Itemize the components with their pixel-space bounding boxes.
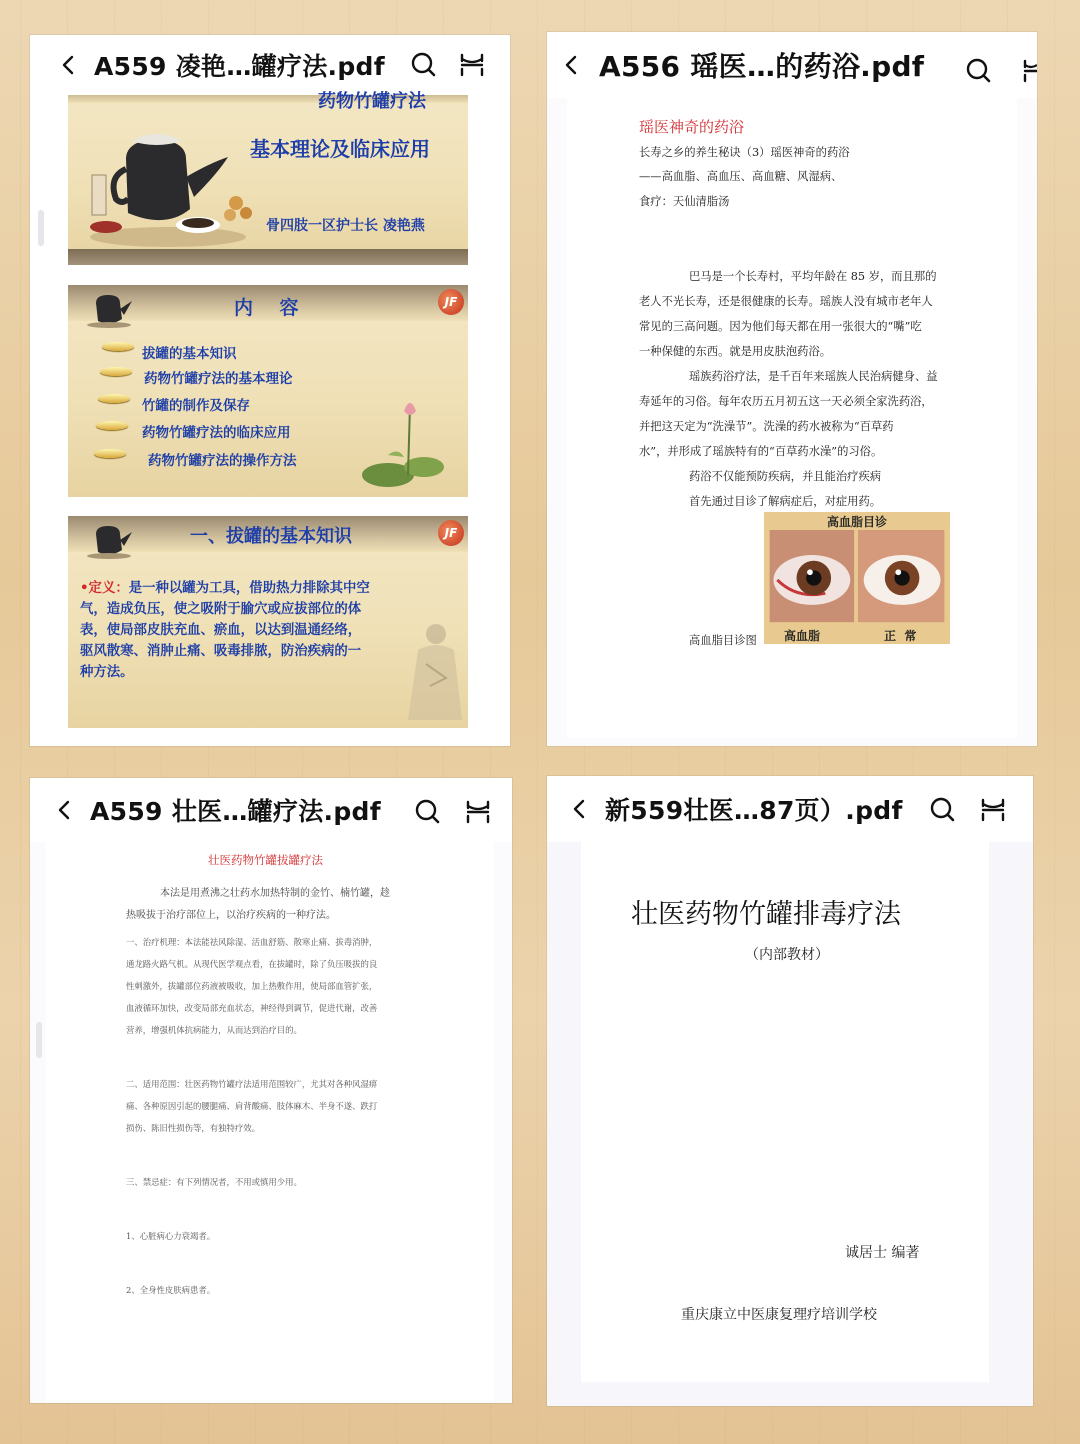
doc-subtitle: （内部教材）: [745, 947, 829, 963]
doc-line: 损伤、陈旧性损伤等，有独特疗效。: [126, 1123, 260, 1133]
doc-line: 营养，增强机体抗病能力，从而达到治疗目的。: [126, 1025, 302, 1035]
page-scroll-handle[interactable]: [38, 210, 44, 246]
doc-organization: 重庆康立中医康复理疗培训学校: [681, 1307, 877, 1323]
figure-caption: 高血脂目诊图: [689, 634, 757, 647]
bookmark-tool-icon[interactable]: [979, 796, 1007, 824]
doc-author: 诚居士 编著: [845, 1245, 920, 1261]
pdf-panel-2: [547, 32, 1037, 746]
document-title: A556 瑶医…的药浴.pdf: [599, 50, 925, 83]
page-scroll-handle[interactable]: [36, 1022, 42, 1058]
doc-paragraph-line: 瑶族药浴疗法，是千百年来瑶族人民治病健身、益: [689, 370, 938, 383]
teapot-illustration: [86, 119, 256, 249]
search-icon[interactable]: [965, 57, 993, 85]
doc-paragraph-line: 寿延年的习俗。每年农历五月初五这一天必须全家洗药浴，: [639, 395, 933, 408]
title-bar: [30, 35, 510, 95]
slide-top-partial-title: 药物竹罐疗法: [318, 91, 426, 112]
doc-paragraph-line: 老人不光长寿，还是很健康的长寿。瑶族人没有城市老年人: [639, 295, 933, 308]
pdf-page: [581, 842, 989, 1382]
contents-item: 药物竹罐疗法的操作方法: [148, 453, 297, 469]
doc-subline: ——高血脂、高血压、高血糖、风湿病、: [639, 170, 843, 183]
doc-line: 一、治疗机理：本法能祛风除湿、活血舒筋、散寒止痛、拔毒消肿，: [126, 937, 378, 947]
document-title: A559 壮医…罐疗法.pdf: [90, 797, 381, 826]
pdf-panel-1: [30, 35, 510, 746]
doc-line: 2、全身性皮肤病患者。: [126, 1285, 216, 1295]
title-bar: [547, 32, 1037, 98]
doc-line: 1、心脏病心力衰竭者。: [126, 1231, 216, 1241]
doc-line: 血液循环加快，改变局部充血状态，神经得到调节，促进代谢，改善: [126, 1003, 378, 1013]
pdf-page: [46, 842, 494, 1403]
doc-subline: 长寿之乡的养生秘诀（3）瑶医神奇的药浴: [639, 146, 850, 159]
slide-cover: [68, 91, 468, 265]
bookmark-tool-icon[interactable]: [464, 798, 492, 826]
doc-subline: 食疗：天仙清脂汤: [639, 195, 730, 208]
scholar-illustration: [400, 616, 470, 726]
contents-item: 药物竹罐疗法的临床应用: [142, 425, 291, 441]
search-icon[interactable]: [414, 798, 442, 826]
doc-line: 痛、各种原因引起的腰腿痛、肩背酸痛、肢体麻木、半身不遂、跌打: [126, 1101, 378, 1111]
doc-heading: 瑶医神奇的药浴: [639, 118, 745, 136]
doc-paragraph-line: 首先通过目诊了解病症后，对症用药。: [689, 495, 882, 508]
doc-paragraph-line: 巴马是一个长寿村，平均年龄在 85 岁，而且那的: [689, 270, 937, 283]
doc-line: 三、禁忌症：有下列情况者，不用或慎用少用。: [126, 1177, 302, 1187]
contents-item: 竹罐的制作及保存: [142, 398, 250, 414]
teapot-small-icon: [84, 520, 134, 560]
doc-paragraph-line: 一种保健的东西。就是用皮肤泡药浴。: [639, 345, 832, 358]
title-bar: [547, 776, 1033, 842]
bookmark-tool-icon[interactable]: [1021, 57, 1037, 85]
publisher-logo: JF: [438, 520, 464, 546]
publisher-logo: JF: [438, 289, 464, 315]
figure-label-right: 正 常: [884, 629, 917, 643]
doc-line: 通龙路火路气机。从现代医学观点看，在拔罐时，除了负压吸拔的良: [126, 959, 378, 969]
doc-paragraph-line: 药浴不仅能预防疾病，并且能治疗疾病: [689, 470, 882, 483]
document-view[interactable]: [30, 842, 512, 1403]
back-chevron-icon[interactable]: [561, 54, 583, 76]
teapot-small-icon: [84, 289, 134, 329]
contents-item: 药物竹罐疗法的基本理论: [144, 371, 293, 387]
slide-heading: 一、拔罐的基本知识: [190, 526, 352, 547]
slide-contents: [68, 285, 468, 497]
back-chevron-icon[interactable]: [58, 54, 80, 76]
figure-title: 高血脂目诊: [826, 515, 887, 529]
lotus-illustration: [358, 395, 448, 495]
doc-paragraph-line: 并把这天定为“洗澡节”。洗澡的药水被称为“百草药: [639, 420, 894, 433]
pdf-page: [567, 98, 1017, 738]
back-chevron-icon[interactable]: [54, 799, 76, 821]
doc-line: 性刺激外，拔罐部位药液被吸收，加上热敷作用，使局部血管扩张，: [126, 981, 378, 991]
doc-line: 本法是用煮沸之壮药水加热特制的金竹、楠竹罐，趁: [160, 888, 390, 899]
eye-photo: [764, 530, 950, 626]
search-icon[interactable]: [929, 796, 957, 824]
doc-paragraph-line: 水”，并形成了瑶族特有的“百草药水澡”的习俗。: [639, 445, 883, 458]
doc-paragraph-line: 常见的三高问题。因为他们每天都在用一张很大的“嘴”吃: [639, 320, 922, 333]
doc-heading: 壮医药物竹罐拔罐疗法: [208, 853, 323, 867]
contents-item: 拔罐的基本知识: [142, 346, 237, 362]
pdf-panel-3: [30, 778, 512, 1403]
search-icon[interactable]: [410, 51, 438, 79]
figure-label-left: 高血脂: [784, 629, 821, 643]
back-chevron-icon[interactable]: [569, 798, 591, 820]
slide-basics: [68, 516, 468, 728]
doc-line: 二、适用范围：壮医药物竹罐疗法适用范围较广，尤其对各种风湿痹: [126, 1079, 378, 1089]
slide-heading: 内 容: [234, 297, 299, 319]
slide-author: 骨四肢一区护士长 凌艳燕: [266, 218, 425, 234]
document-view[interactable]: [547, 98, 1037, 746]
definition-text: •定义：是一种以罐为工具，借助热力排除其中空 气，造成负压，使之吸附于腧穴或应拔部位的体 表，使局部皮肤充血、瘀血，以达到温通经络， 驱风散寒、消肿止痛、吸毒排脓，防治疾病的一 种方法。: [80, 581, 370, 680]
doc-line: 热吸拔于治疗部位上，以治疗疾病的一种疗法。: [126, 910, 336, 921]
bookmark-tool-icon[interactable]: [458, 51, 486, 79]
slide-heading: 基本理论及临床应用: [250, 137, 430, 161]
eye-diagnosis-figure: [764, 512, 950, 644]
pdf-panel-4: [547, 776, 1033, 1406]
document-view[interactable]: [30, 91, 510, 746]
document-title: 新559壮医…87页）.pdf: [605, 796, 903, 825]
document-title: A559 凌艳…罐疗法.pdf: [94, 52, 385, 81]
document-view[interactable]: [547, 842, 1033, 1406]
doc-heading: 壮医药物竹罐排毒疗法: [631, 899, 901, 930]
